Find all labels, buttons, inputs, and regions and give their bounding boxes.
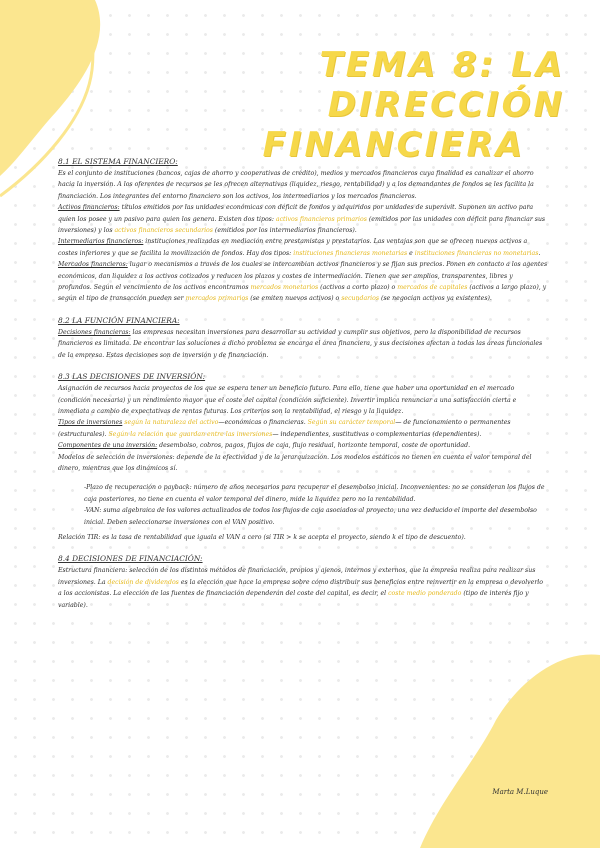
highlight: secundarios (341, 295, 379, 303)
term: Decisiones financieras: (58, 328, 131, 336)
text: — independientes, sustitutivas o complementarias (dependientes). (272, 430, 482, 438)
model-list (58, 482, 548, 528)
section-heading: 8.2 LA FUNCIÓN FINANCIERA: (58, 315, 180, 325)
text: —económicas o financieras. (218, 419, 308, 427)
highlight: coste medio ponderado (388, 590, 462, 598)
paragraph (58, 565, 548, 611)
text: (emitidos por los intermediarios financieros). (212, 227, 357, 235)
text: (se emiten nuevos activos) o (248, 295, 342, 303)
highlight: mercados monetarios (250, 284, 319, 292)
highlight: Según la relación que guardan entre las inversiones (108, 430, 273, 438)
paragraph-mercados (58, 259, 548, 305)
highlight: instituciones financieras monetarias (293, 249, 408, 257)
text: (activos a corto plazo) o (318, 284, 398, 292)
text: (activos a largo plazo), y según el tipo de transacción pueden ser (58, 284, 547, 303)
text: . (538, 249, 541, 257)
text: desembolso, cobros, pagos, flujos de caja, flujo residual, horizonte temporal, coste de oportunidad. (157, 442, 471, 450)
list-item-payback: -Plazo de recuperación o payback: número de años necesarios para recuperar el desembolso inicial. Inconvenientes: no se consideran los flujos de caja posteriores, no tiene en cuenta el valor temporal del dinero, mide la liquidez pero no la rentabilidad. (84, 484, 545, 503)
section-heading: 8.1 EL SISTEMA FINANCIERO: (58, 157, 178, 166)
paragraph: Es el conjunto de instituciones (bancos, cajas de ahorro y cooperativas de crédito), medios y mercados financieros cuya finalidad es canalizar el ahorro hacia la inversión. A los oferentes de recursos se les ofrecen alternativas (liquidez, riesgo, rentabilidad) y a los demandantes de fondos se les facilita la financiación. Los integrantes del entorno financiero son los activos, los intermediarios y los mercados financieros. (58, 170, 534, 200)
paragraph-activos (58, 202, 548, 236)
paragraph: Asignación de recursos hacia proyectos de los que se espera tener un beneficio futuro. Para ello, tiene que haber una oportunidad en el mercado (condición necesaria) y un rendimiento mayor que el coste del capital (condición suficiente). Invertir implica renunciar a una satisfacción cierta e inmediata a cambio de expectativas de rentas futuras. Los criterios son la rentabilidad, el riesgo y la liquidez. (58, 385, 517, 415)
author-signature: Marta M.Luque (492, 788, 548, 796)
text: títulos emitidos por las unidades económicas con déficit de fondos y adquiridos por unidades de superávit. Suponen un activo para quien los posee y un pasivo para quien los genera. Existen dos tipos: (58, 204, 534, 223)
paragraph-tir: Relación TIR: es la tasa de rentabilidad que iguala el VAN a cero (si TIR > k se acepta el proyecto, siendo k el tipo de descuento). (58, 533, 466, 541)
term: Tipos de inversiones (58, 419, 123, 427)
text: las empresas necesitan inversiones para desarrollar su actividad y cumplir sus objetivos, pero la disponibilidad de recursos financieros es limitada. De encontrar las soluciones a dicho problema se encarga el área financiera, y sus decisiones afectan a todas las áreas funcionales de la empresa. Estas decisiones son de inversión y de financiación. (58, 328, 543, 359)
list-item-van: -VAN: suma algebraica de los valores actualizados de todos los flujos de caja asociados al proyecto, una vez deducido el importe del desembolso inicial. Deben seleccionarse inversiones con el VAN positivo. (84, 507, 537, 526)
title-line-2: FINANCIERA (262, 125, 525, 165)
highlight: decisión de dividendos (107, 578, 179, 586)
paragraph-tipos (58, 417, 548, 440)
highlight: según la naturaleza del activo (124, 419, 219, 427)
text: (emitidos por las unidades con déficit para financiar sus inversiones) y los (58, 215, 546, 235)
paragraph-componentes (58, 440, 548, 451)
highlight: activos financieros primarios (275, 215, 367, 223)
section-heading: 8.4 DECISIONES DE FINANCIACIÓN: (58, 554, 203, 564)
paragraph-intermediarios (58, 236, 548, 259)
highlight: Según su carácter temporal (307, 419, 396, 427)
text: — de funcionamiento o permanentes (estructurales). (58, 419, 511, 438)
term: Activos financieros: (58, 204, 120, 212)
page-title (95, 45, 565, 165)
term: Intermediarios financieros: (58, 238, 144, 246)
highlight: instituciones financieras no monetarias (414, 249, 539, 257)
section-heading: 8.3 LAS DECISIONES DE INVERSIÓN: (58, 372, 206, 382)
title-line-1: TEMA 8: LA DIRECCIÓN (319, 45, 565, 125)
section-decisiones-financiacion (58, 553, 548, 611)
text: Estructura financiera: selección de los distintos métodos de financiación, propios y ajenos, internos y externos, que la empresa realiza para realizar sus inversiones. La (58, 567, 536, 586)
highlight: mercados de capitales (397, 284, 468, 292)
text: es la elección que hace la empresa sobre cómo distribuir sus beneficios entre reinvertir en la empresa o devolverlo a los accionistas. La elección de las fuentes de financiación dependerán del coste del capital, es decir, el (58, 578, 543, 598)
term: Mercados financieros: (58, 261, 128, 269)
text: e (407, 249, 415, 257)
highlight: activos financieros secundarios (114, 227, 213, 235)
section-funcion-financiera (58, 315, 548, 361)
text: lugar o mecanismos a través de los cuales se intercambian activos financieros y se fijan sus precios. Ponen en contacto a los agentes económicos, dan liquidez a los activos cotizados y reducen los plazos y costes de intermediación. Tienen que ser amplios, transparentes, libres y profundos. Según el vencimiento de los activos encontramos (58, 261, 548, 292)
text: (tipo de interés fijo y variable). (58, 590, 529, 609)
highlight: mercados primarios (185, 295, 249, 303)
text: (se negocian activos ya existentes). (379, 295, 492, 303)
paragraph (58, 327, 548, 361)
paragraph-modelos: Modelos de selección de inversiones: depende de la efectividad y de la jerarquización. Los modelos estáticos no tienen en cuenta el valor temporal del dinero, mientras que los dinámicos sí. (58, 453, 532, 472)
notes-content (58, 152, 548, 621)
section-decisiones-inversion (58, 371, 548, 543)
term: Componentes de una inversión: (58, 442, 158, 450)
section-sistema-financiero (58, 156, 548, 305)
text: instituciones realizadas en mediación entre prestamistas y prestatarios. Las ventajas son que se ofrecen nuevos activos a costes inferiores y que se facilita la movilización de fondos. Hay dos tipos: (58, 238, 528, 257)
